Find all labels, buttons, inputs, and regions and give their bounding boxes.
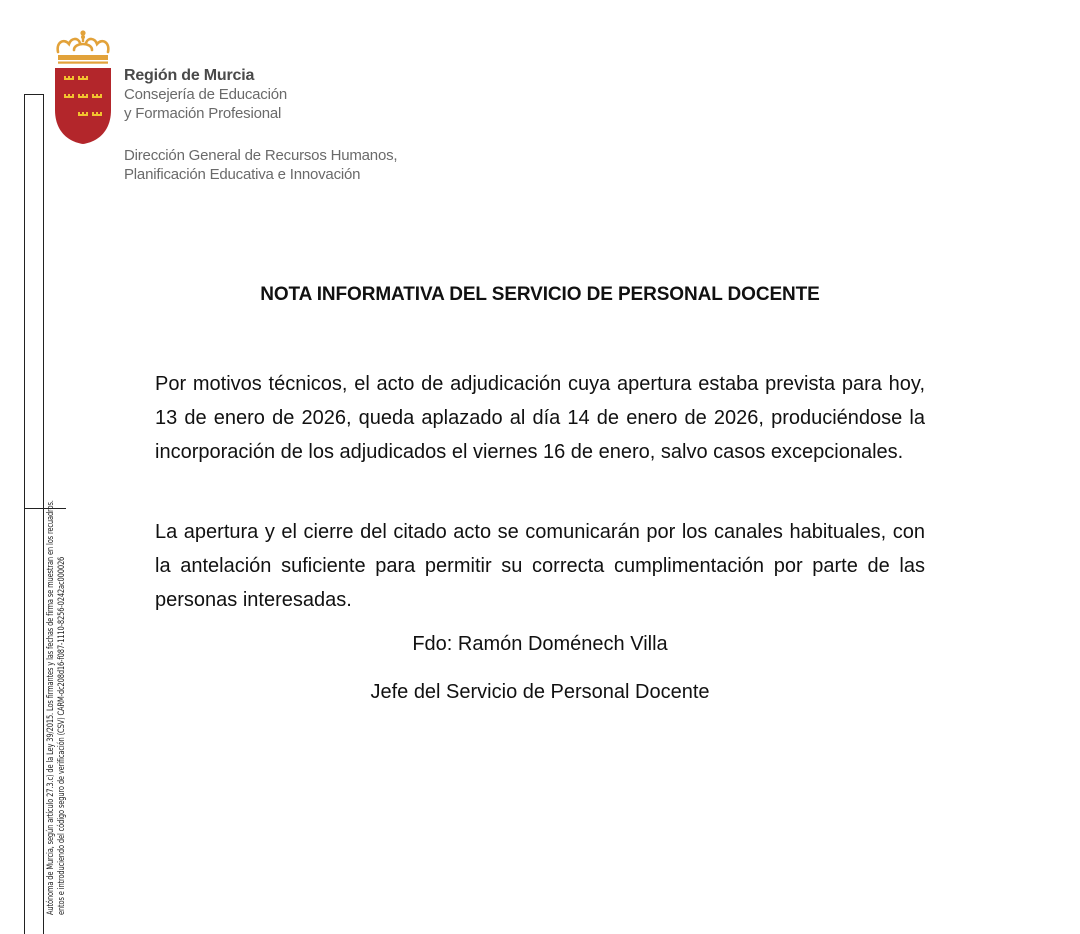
department-line-2: y Formación Profesional <box>124 105 282 122</box>
signature-line: Fdo: Ramón Doménech Villa <box>412 633 668 655</box>
directorate-line-2: Planificación Educativa e Innovación <box>124 166 361 183</box>
strip-divider <box>24 94 44 95</box>
department-line-1: Consejería de Educación <box>124 86 288 103</box>
verification-strip-frame <box>24 94 44 934</box>
region-de-murcia-crest-icon <box>52 28 114 146</box>
verification-legal-line: Autónoma de Murcia, según artículo 27.3.c) de la Ley 39/2015. Los firmantes y las fechas de firma se muestran en los recuadros. <box>46 500 56 915</box>
organization-name: Región de Murcia <box>124 67 255 84</box>
directorate-line-1: Dirección General de Recursos Humanos, <box>124 147 398 164</box>
organization-block <box>124 66 287 123</box>
signer-role: Jefe del Servicio de Personal Docente <box>370 681 710 703</box>
verification-csv-line: entos e introduciendo del código seguro de verificación (CSV) CARM-dc208d16-f087-1110-8256-0242ac000026 <box>57 556 67 915</box>
directorate-block <box>124 146 397 184</box>
body-paragraph-1: Por motivos técnicos, el acto de adjudicación cuya apertura estaba prevista para hoy, 13 de enero de 2026, queda aplazado al día 14 de enero de 2026, produciéndose la incorporación de los adjudicados el viernes 16 de enero, salvo casos excepcionales. <box>155 373 925 463</box>
verification-strip-text <box>46 395 74 915</box>
document-title: NOTA INFORMATIVA DEL SERVICIO DE PERSONAL DOCENTE <box>260 284 820 305</box>
body-paragraph-2: La apertura y el cierre del citado acto se comunicarán por los canales habituales, con la antelación suficiente para permitir su correcta cumplimentación por parte de las personas interesadas. <box>155 521 925 611</box>
